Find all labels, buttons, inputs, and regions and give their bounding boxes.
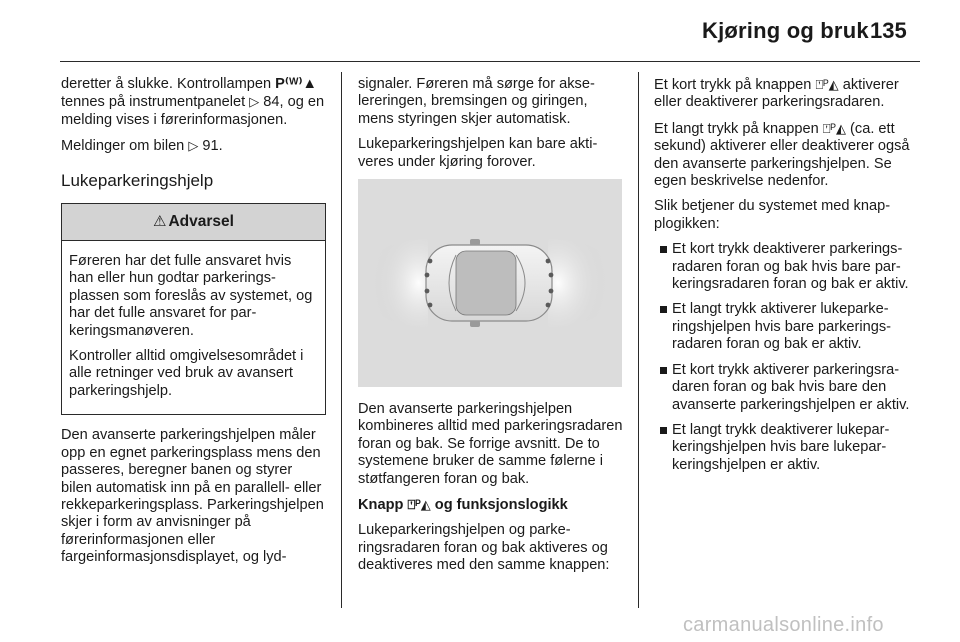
intro-text-2: tennes på instrumentpanelet xyxy=(61,94,250,111)
car-body xyxy=(426,239,552,327)
front-sensor-field xyxy=(548,239,614,327)
button-logic-heading xyxy=(358,496,626,514)
intro-text-3: 84, og en melding vises i førerinformasjonen. xyxy=(61,94,325,128)
subhead-text-2: og funksjonslogikk xyxy=(430,497,568,514)
activation-paragraph: Lukeparkeringshjelpen kan bare aktiveres under kjøring forover. xyxy=(358,136,598,170)
list-item: Et langt trykk deaktiverer lukeparkeringshjelpen hvis bare lukeparkeringshjelpen er aktiv. xyxy=(654,422,924,474)
header-divider xyxy=(60,61,920,62)
page-number: 135 xyxy=(870,18,907,43)
warning-title: Advarsel xyxy=(168,213,234,231)
button-paragraph: Lukeparkeringshjelpen og parkeringsradaren foran og bak aktiveres og deaktiveres med den samme knappen: xyxy=(358,522,610,574)
list-item: Et kort trykk deaktiverer parkeringsradaren foran og bak hvis bare parkeringsradaren foran og bak er aktiv. xyxy=(654,241,924,293)
logic-list xyxy=(654,241,924,474)
car-parking-sensors-illustration xyxy=(358,179,622,387)
column-3 xyxy=(654,76,924,482)
parking-button-icon: ⍞ᴾ◭ xyxy=(822,120,846,136)
column-1 xyxy=(61,76,326,575)
short-press-text-1: Et kort trykk på knappen xyxy=(654,77,816,93)
chapter-title: Kjøring og bruk xyxy=(702,18,869,43)
list-item: Et langt trykk aktiverer lukeparkeringshjelpen hvis bare parkeringsradaren foran og bak er aktiv. xyxy=(654,301,924,353)
long-press-text-2: (ca. ett sekund) aktiverer eller deaktiverer også den avanserte parkeringshjelpen. Se egen beskrivelse nedenfor. xyxy=(654,120,910,190)
page-ref-arrow-icon: ▷ xyxy=(249,94,260,110)
subhead-text-1: Knapp xyxy=(358,497,408,514)
car-top-view-svg xyxy=(358,179,622,387)
warning-box xyxy=(61,203,326,415)
messages-ref-page: 91. xyxy=(198,138,223,155)
short-press-paragraph xyxy=(654,76,924,112)
list-item: Et kort trykk aktiverer parkeringsradaren foran og bak hvis bare den avanserte parkeringshjelpen er aktiv. xyxy=(654,362,924,414)
warning-paragraph-2: Kontroller alltid omgivelsesområdet i alle retninger ved bruk av avansert parkeringshjelp. xyxy=(69,348,304,399)
section-heading: Lukeparkeringshjelp xyxy=(61,170,214,190)
parking-button-icon: ⍞ᴾ◭ xyxy=(815,77,839,92)
watermark: carmanualsonline.info xyxy=(683,614,884,636)
messages-ref-paragraph xyxy=(61,137,326,155)
parking-button-icon: ⍞ᴾ◭ xyxy=(407,497,431,513)
description-paragraph: Den avanserte parkeringshjelpen måler opp en egnet parkeringsplass mens den passeres, beregner banen og styrer bilen automatisk inn på en parallell- eller rekkeparkeringsplass. Parkeringshjelpen skjer i form av anvisninger på førerinformasjonen eller fargeinformasjonsdisplayet, og lyd- xyxy=(61,427,324,566)
figure-caption: Den avanserte parkeringshjelpen kombineres alltid med parkeringsradaren foran og bak. Se forrige avsnitt. De to systemene bruker de samme følerne i støtfangeren foran og bak. xyxy=(358,401,623,487)
parking-lamp-icon: P⁽ᵂ⁾▲ xyxy=(275,76,318,92)
column-divider-2 xyxy=(638,72,639,608)
page-ref-arrow-icon: ▷ xyxy=(188,138,199,154)
messages-ref-text: Meldinger om bilen xyxy=(61,138,189,155)
warning-paragraph-1: Føreren har det fulle ansvaret hvis han eller hun godtar parkeringsplassen som foreslås av systemet, og har det fulle ansvaret for parkeringsmanøveren. xyxy=(69,253,313,339)
intro-text-1: deretter å slukke. Kontrollampen xyxy=(61,76,276,92)
warning-header xyxy=(62,204,325,241)
short-press-text-2: aktiverer eller deaktiverer parkeringsradaren. xyxy=(654,77,899,111)
column-divider-1 xyxy=(341,72,342,608)
long-press-text-1: Et langt trykk på knappen xyxy=(654,120,823,137)
rear-sensor-field xyxy=(366,239,428,327)
warning-body xyxy=(62,241,325,414)
page-header xyxy=(0,0,960,62)
long-press-paragraph xyxy=(654,120,924,191)
signals-paragraph: signaler. Føreren må sørge for akselereringen, bremsingen og giringen, mens styringen skjer automatisk. xyxy=(358,76,595,127)
logic-intro-paragraph: Slik betjener du systemet med knapplogikken: xyxy=(654,198,891,232)
intro-paragraph xyxy=(61,76,326,129)
warning-triangle-icon: ⚠ xyxy=(153,213,167,231)
column-2 xyxy=(358,76,626,583)
